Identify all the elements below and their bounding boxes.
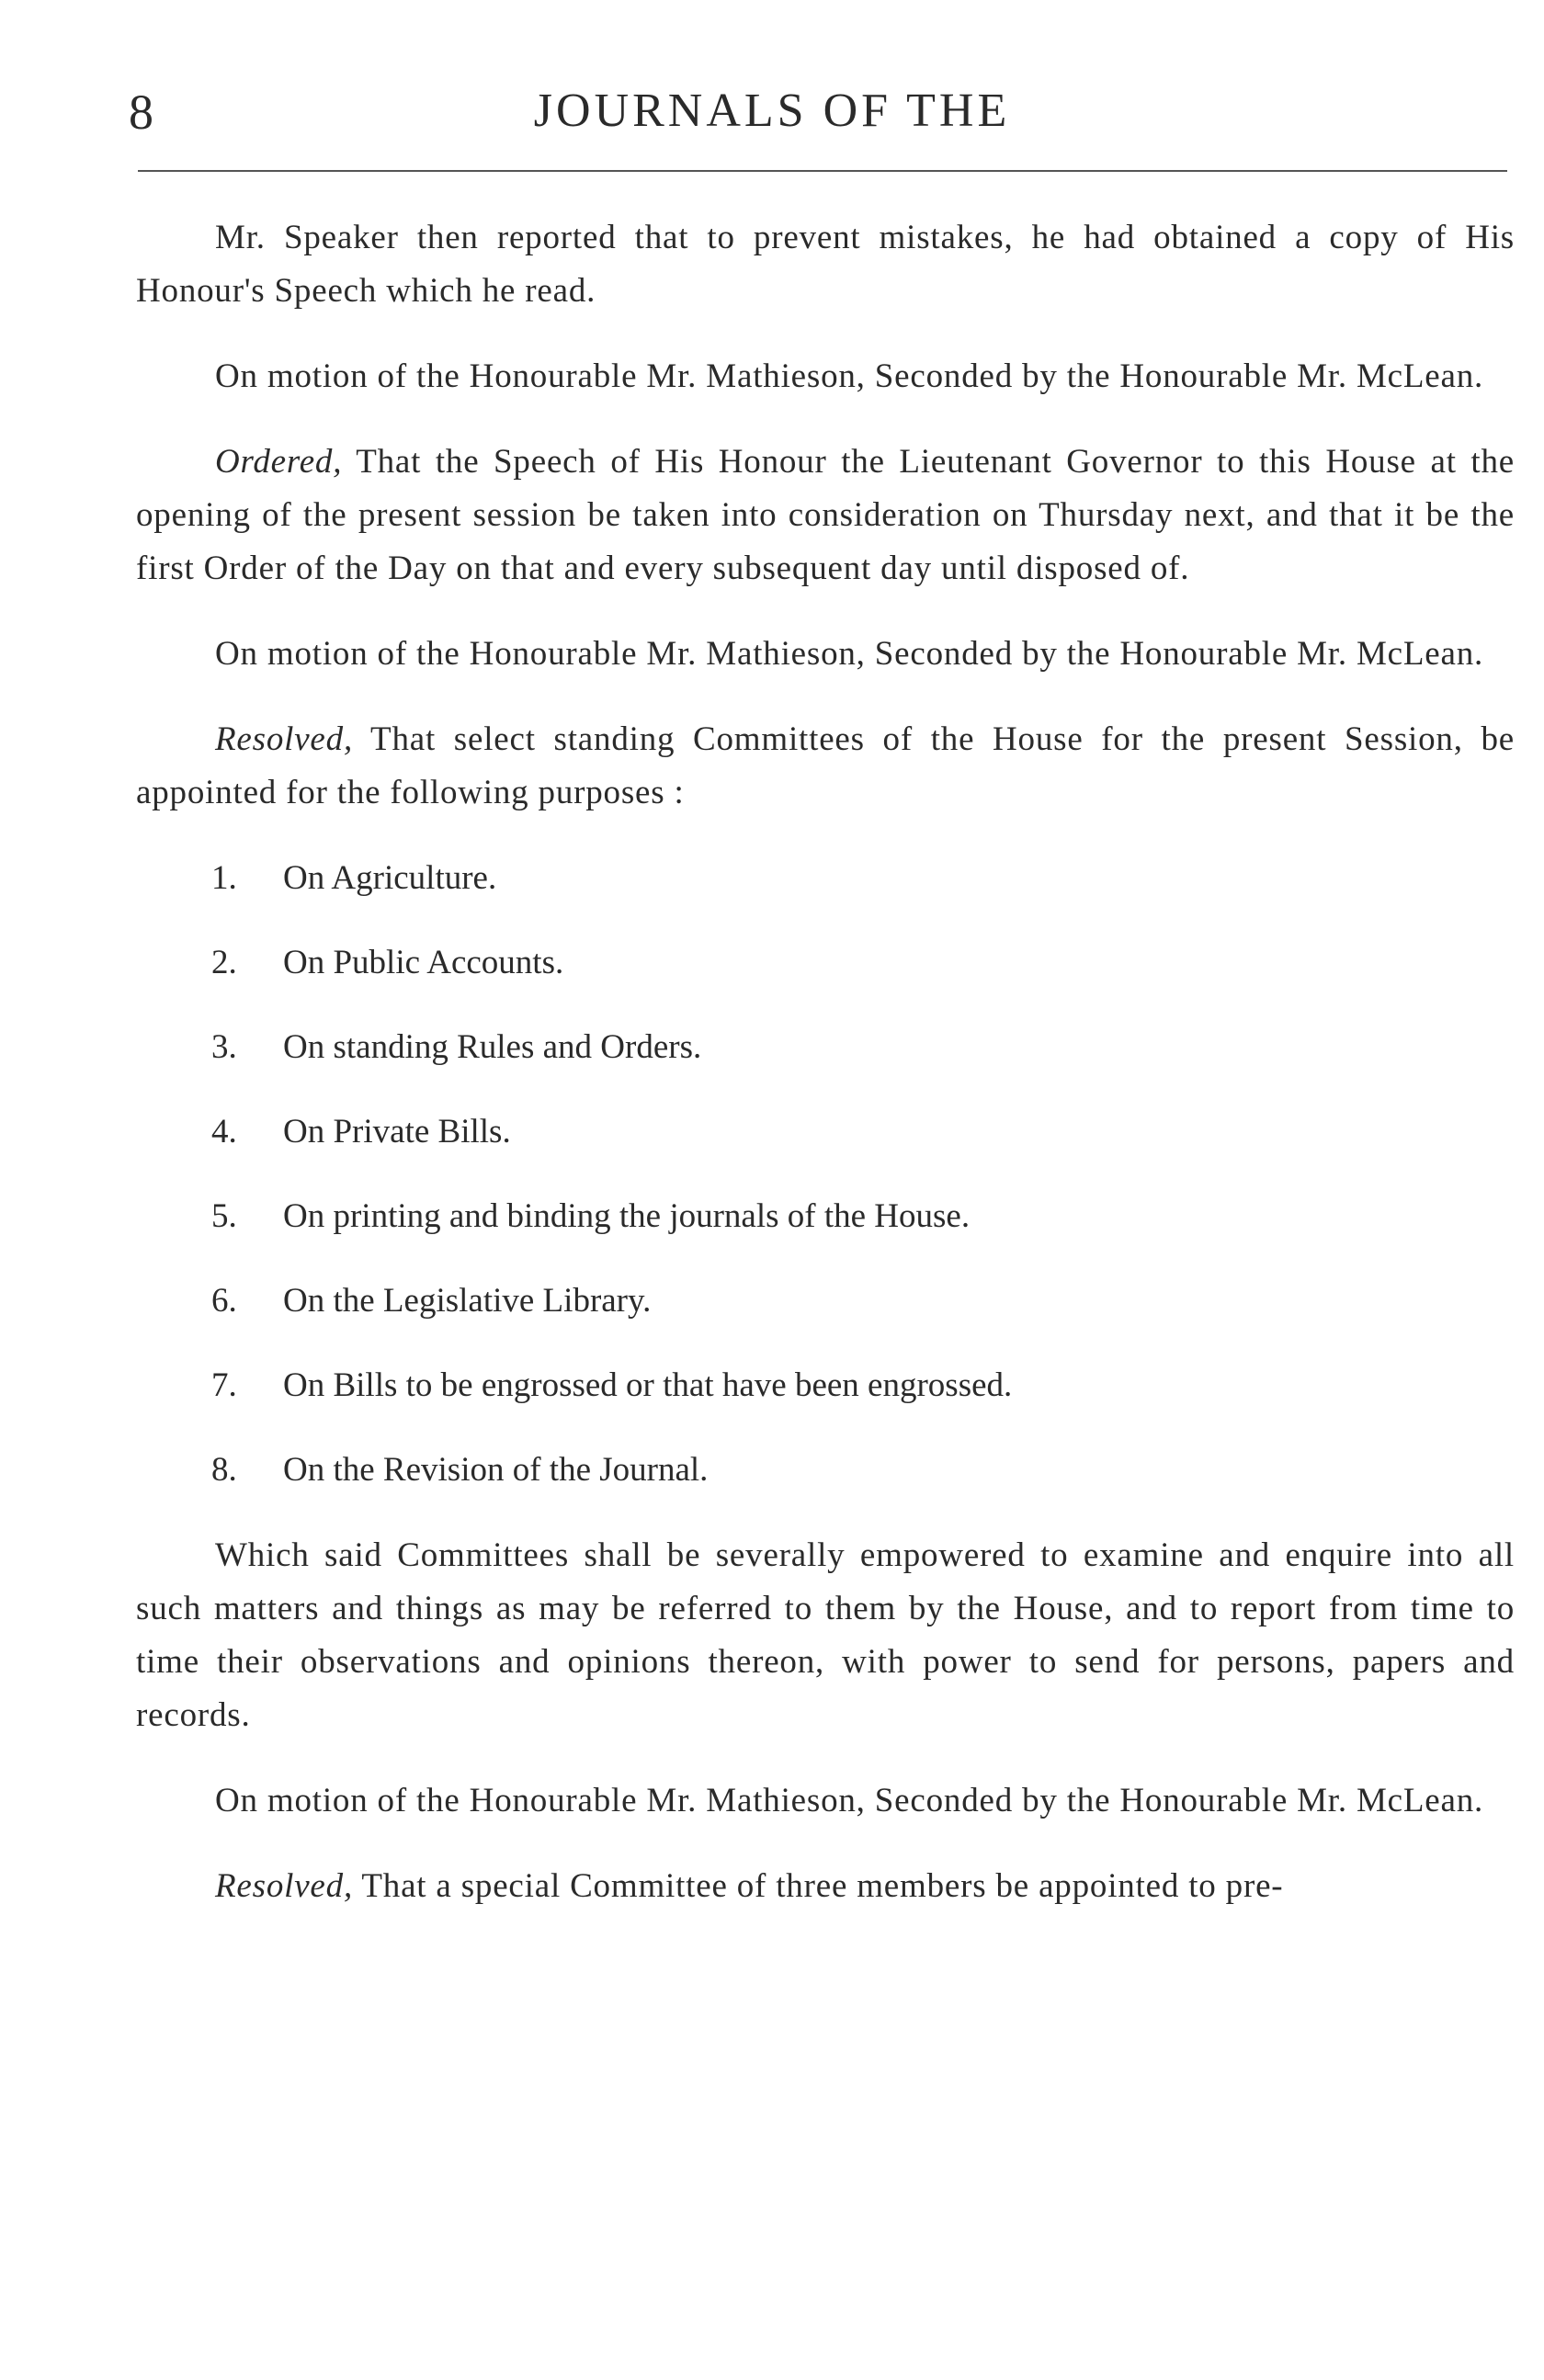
paragraph-lead: Resolved, [215, 1867, 353, 1905]
paragraph-lead: Ordered, [215, 443, 343, 481]
list-item-number: 1. [211, 859, 237, 897]
list-item-number: 4. [211, 1113, 237, 1150]
running-title: JOURNALS OF THE [533, 85, 1011, 137]
list-item [136, 852, 1515, 905]
paragraph-text: That the Speech of His Honour the Lieutenant Governor to this House at the opening of the present session be taken into consideration on Thursday next, and that it be the first Order of the Day on that and every subsequent day until disposed of. [136, 443, 1515, 587]
paragraph-motion [136, 350, 1515, 403]
list-item-text: On Agriculture. [283, 859, 497, 897]
paragraph-text: Which said Committees shall be severally empowered to examine and enquire into all such matters and things as may be referred to them by the House, and to report from time to time their observations and opinions thereon, with power to send for persons, papers and records. [136, 1536, 1515, 1734]
list-item-number: 2. [211, 944, 237, 981]
paragraph-speaker-report [136, 211, 1515, 318]
list-item-number: 3. [211, 1028, 237, 1066]
list-item [136, 1359, 1515, 1412]
paragraph-motion [136, 1774, 1515, 1828]
list-item [136, 1444, 1515, 1497]
list-item [136, 936, 1515, 990]
paragraph-text: That select standing Committees of the House for the present Session, be appointed for the following purposes : [136, 720, 1515, 811]
list-item-text: On standing Rules and Orders. [283, 1028, 702, 1066]
list-item-number: 5. [211, 1197, 237, 1235]
list-item-number: 7. [211, 1366, 237, 1404]
list-item [136, 1275, 1515, 1328]
list-item-text: On the Legislative Library. [283, 1282, 652, 1320]
header-rule [138, 170, 1507, 172]
paragraph-text: That a special Committee of three members be appointed to pre- [353, 1867, 1284, 1905]
paragraph-text: On motion of the Honourable Mr. Mathieson, Seconded by the Honourable Mr. McLean. [215, 357, 1484, 395]
paragraph-text: On motion of the Honourable Mr. Mathieson, Seconded by the Honourable Mr. McLean. [215, 635, 1484, 673]
paragraph-text: On motion of the Honourable Mr. Mathieson, Seconded by the Honourable Mr. McLean. [215, 1782, 1484, 1819]
paragraph-ordered [136, 436, 1515, 595]
page-number: 8 [129, 85, 153, 140]
paragraph-resolved [136, 1860, 1515, 1913]
paragraph-text: Mr. Speaker then reported that to prevent mistakes, he had obtained a copy of His Honour's Speech which he read. [136, 219, 1515, 310]
list-item-text: On the Revision of the Journal. [283, 1451, 709, 1489]
page-body [136, 211, 1515, 1945]
list-item-number: 6. [211, 1282, 237, 1320]
list-item [136, 1190, 1515, 1243]
list-item-text: On Bills to be engrossed or that have been engrossed. [283, 1366, 1013, 1404]
list-item [136, 1105, 1515, 1159]
paragraph-committee-powers [136, 1529, 1515, 1742]
paragraph-resolved [136, 713, 1515, 820]
list-item-text: On Public Accounts. [283, 944, 564, 981]
committee-list [136, 852, 1515, 1497]
paragraph-motion [136, 628, 1515, 681]
list-item-number: 8. [211, 1451, 237, 1489]
list-item [136, 1021, 1515, 1074]
list-item-text: On printing and binding the journals of the House. [283, 1197, 971, 1235]
paragraph-lead: Resolved, [215, 720, 353, 758]
list-item-text: On Private Bills. [283, 1113, 511, 1150]
